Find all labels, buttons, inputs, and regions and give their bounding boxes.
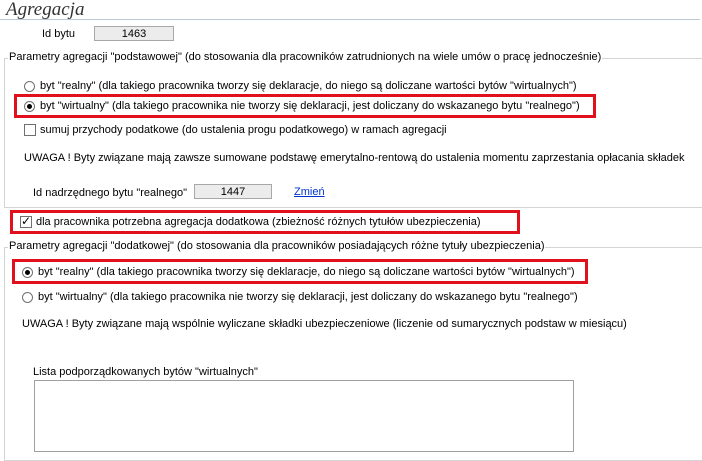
parent-id-label: Id nadrzędnego bytu "realnego" [33, 187, 187, 199]
additional-virtual-radio[interactable] [22, 292, 33, 303]
basic-virtual-label: byt "wirtualny" (dla takiego pracownika nie tworzy się deklaracji, jest doliczany do wskazanego bytu "realnego") [40, 100, 580, 112]
change-link[interactable]: Zmień [294, 186, 325, 198]
id-bytu-field: 1463 [94, 26, 174, 41]
basic-virtual-radio[interactable] [24, 101, 35, 112]
additional-real-label: byt "realny" (dla takiego pracownika tworzy się deklaracje, do niego są doliczane wartości bytów "wirtualnych") [38, 266, 575, 278]
group-additional-legend: Parametry agregacji "dodatkowej" (do stosowania dla pracowników posiadających różne tytuły ubezpieczenia) [9, 240, 545, 252]
group-basic-legend: Parametry agregacji "podstawowej" (do stosowania dla pracowników zatrudnionych na wiele umów o pracę jednocześnie) [9, 51, 602, 63]
page-title: Agregacja [0, 0, 700, 20]
virtual-list-label: Lista podporządkowanych bytów "wirtualnych" [33, 366, 258, 378]
additional-warning: UWAGA ! Byty związane mają wspólnie wyliczane składki ubezpieczeniowe (liczenie od sumarycznych podstaw w miesiącu) [22, 318, 627, 330]
additional-aggregation-checkbox[interactable] [20, 216, 32, 228]
parent-id-field: 1447 [194, 184, 272, 199]
additional-aggregation-label: dla pracownika potrzebna agregacja dodatkowa (zbieżność różnych tytułów ubezpieczenia) [36, 216, 481, 228]
additional-virtual-label: byt "wirtualny" (dla takiego pracownika nie tworzy się deklaracji, jest doliczany do wskazanego bytu "realnego") [38, 291, 578, 303]
basic-real-label: byt "realny" (dla takiego pracownika tworzy się deklaracje, do niego są doliczane wartości bytów "wirtualnych") [40, 80, 577, 92]
basic-warning: UWAGA ! Byty związane mają zawsze sumowane podstawę emerytalno-rentową do ustalenia momentu zaprzestania opłacania składek [24, 152, 685, 164]
additional-real-radio[interactable] [22, 267, 33, 278]
sum-income-label: sumuj przychody podatkowe (do ustalenia progu podatkowego) w ramach agregacji [40, 124, 447, 136]
sum-income-checkbox[interactable] [24, 124, 36, 136]
id-bytu-label: Id bytu [42, 28, 76, 40]
basic-real-radio[interactable] [24, 81, 35, 92]
virtual-list-box[interactable] [34, 380, 574, 452]
